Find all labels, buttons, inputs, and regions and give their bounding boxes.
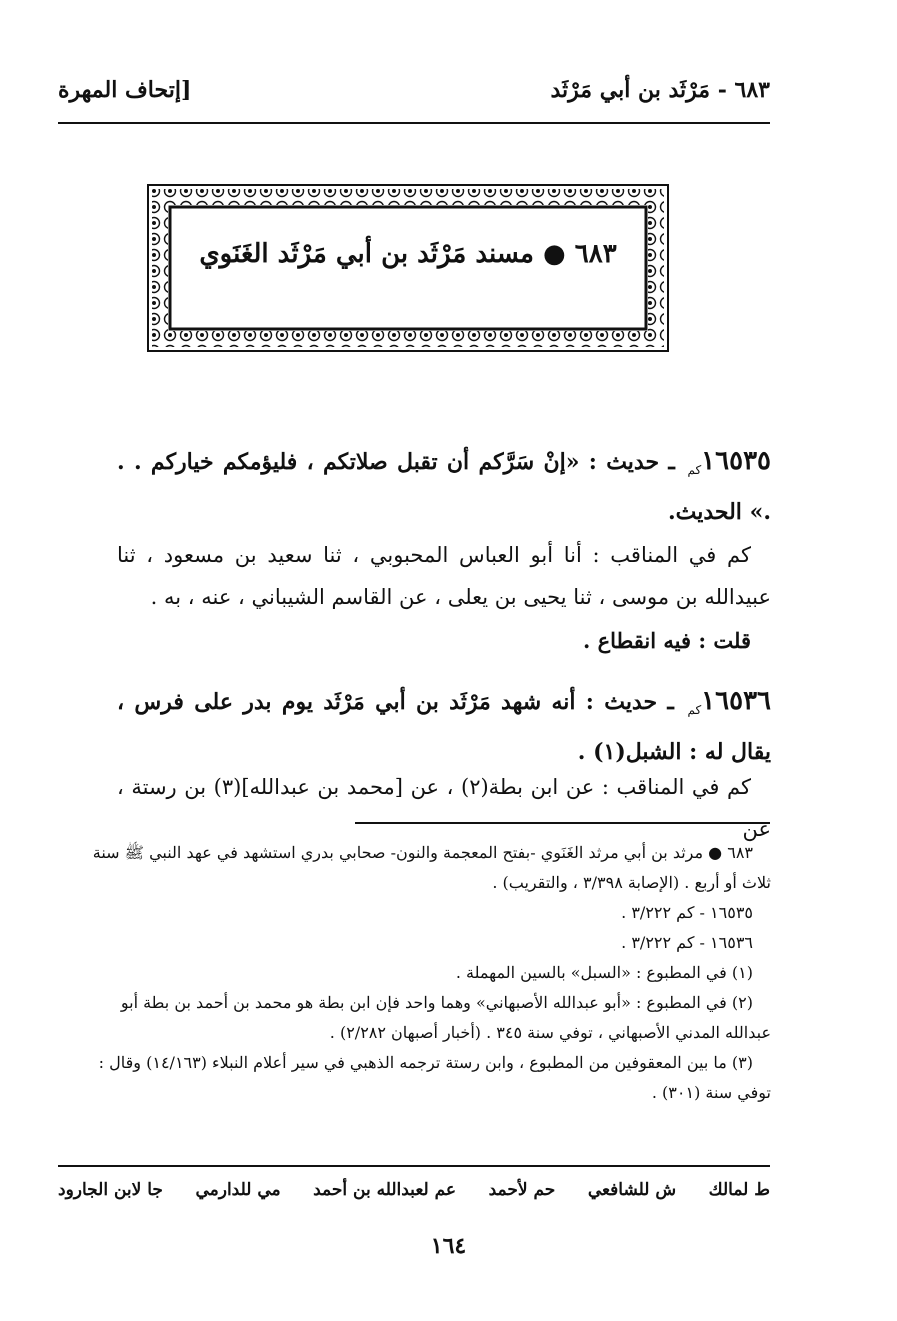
footnote: (١) في المطبوع : «السبل» بالسين المهملة . xyxy=(455,963,753,982)
hadith-entry xyxy=(117,440,771,534)
section-title: ٦٨٣ ● مسند مَرْثَد بن أبي مَرْثَد الغَنَوي xyxy=(199,239,617,269)
footnote: ١٦٥٣٥ - كم ٣/٢٢٢ . xyxy=(621,903,753,922)
running-header xyxy=(58,70,770,110)
footnote-rule xyxy=(355,822,770,824)
header-rule xyxy=(58,122,770,124)
hadith-entry xyxy=(117,680,771,774)
footnote: ٦٨٣ ● مرثد بن أبي مرثد الغَنَوي -بفتح المعجمة والنون- صحابي بدري استشهد في عهد النبي ﷺ سنة ثلاث أو أربع . (الإصابة ٣/٣٩٨ ، والتقريب) . xyxy=(92,843,771,892)
ornate-title-frame xyxy=(146,183,670,353)
note-paragraph: قلت : فيه انقطاع . xyxy=(582,628,751,653)
source-tag: كم xyxy=(687,703,702,718)
abbreviations-legend xyxy=(58,1180,770,1200)
footnote: (٣) ما بين المعقوفين من المطبوع ، وابن رستة ترجمه الذهبي في سير أعلام النبلاء (١٤/١٦٣) وقال : توفي سنة (٣٠١) . xyxy=(98,1053,771,1102)
footnotes xyxy=(71,838,771,1108)
abbreviation-item: حم لأحمد xyxy=(488,1180,556,1200)
page-number: ١٦٤ xyxy=(430,1233,467,1259)
header-book-title: [إتحاف المهرة xyxy=(58,77,192,103)
abbreviation-item: عم لعبدالله بن أحمد xyxy=(313,1180,457,1200)
isnad-paragraph: كم في المناقب : عن ابن بطة(٢) ، عن [محمد بن عبدالله](٣) بن رستة ، عن xyxy=(117,775,771,841)
abbreviation-item: مي للدارمي xyxy=(195,1180,281,1200)
abbreviation-item: جا لابن الجارود xyxy=(58,1180,163,1200)
hadith-number: ١٦٥٣٥ xyxy=(701,446,771,476)
source-tag: كم xyxy=(687,463,702,478)
hadith-number: ١٦٥٣٦ xyxy=(701,686,771,716)
abbreviations-rule xyxy=(58,1165,770,1167)
isnad-paragraph: كم في المناقب : أنا أبو العباس المحبوبي ، ثنا سعيد بن مسعود ، ثنا عبيدالله بن موسى ، ثنا يحيى بن يعلى ، عن القاسم الشيباني ، عنه ، به . xyxy=(117,543,771,609)
abbreviation-item: ش للشافعي xyxy=(587,1180,677,1200)
footnote: (٢) في المطبوع : «أبو عبدالله الأصبهاني» وهما واحد فإن ابن بطة هو محمد بن أحمد بن بطة أبو عبدالله المدني الأصبهاني ، توفي سنة ٣٤٥ . (أخبار أصبهان ٢/٢٨٢) . xyxy=(120,993,771,1042)
footnote: ١٦٥٣٦ - كم ٣/٢٢٢ . xyxy=(621,933,753,952)
header-chapter: ٦٨٣ - مَرْثَد بن أبي مَرْثَد xyxy=(550,77,770,103)
hadith-text: ـ حديث : «إنْ سَرَّكم أن تقبل صلاتكم ، فليؤمكم خياركم . . .» الحديث. xyxy=(117,449,771,526)
hadith-text: ـ حديث : أنه شهد مَرْثَد بن أبي مَرْثَد يوم بدر على فرس ، يقال له : الشبل(١) . xyxy=(117,689,771,766)
abbreviation-item: ط لمالك xyxy=(708,1180,770,1200)
